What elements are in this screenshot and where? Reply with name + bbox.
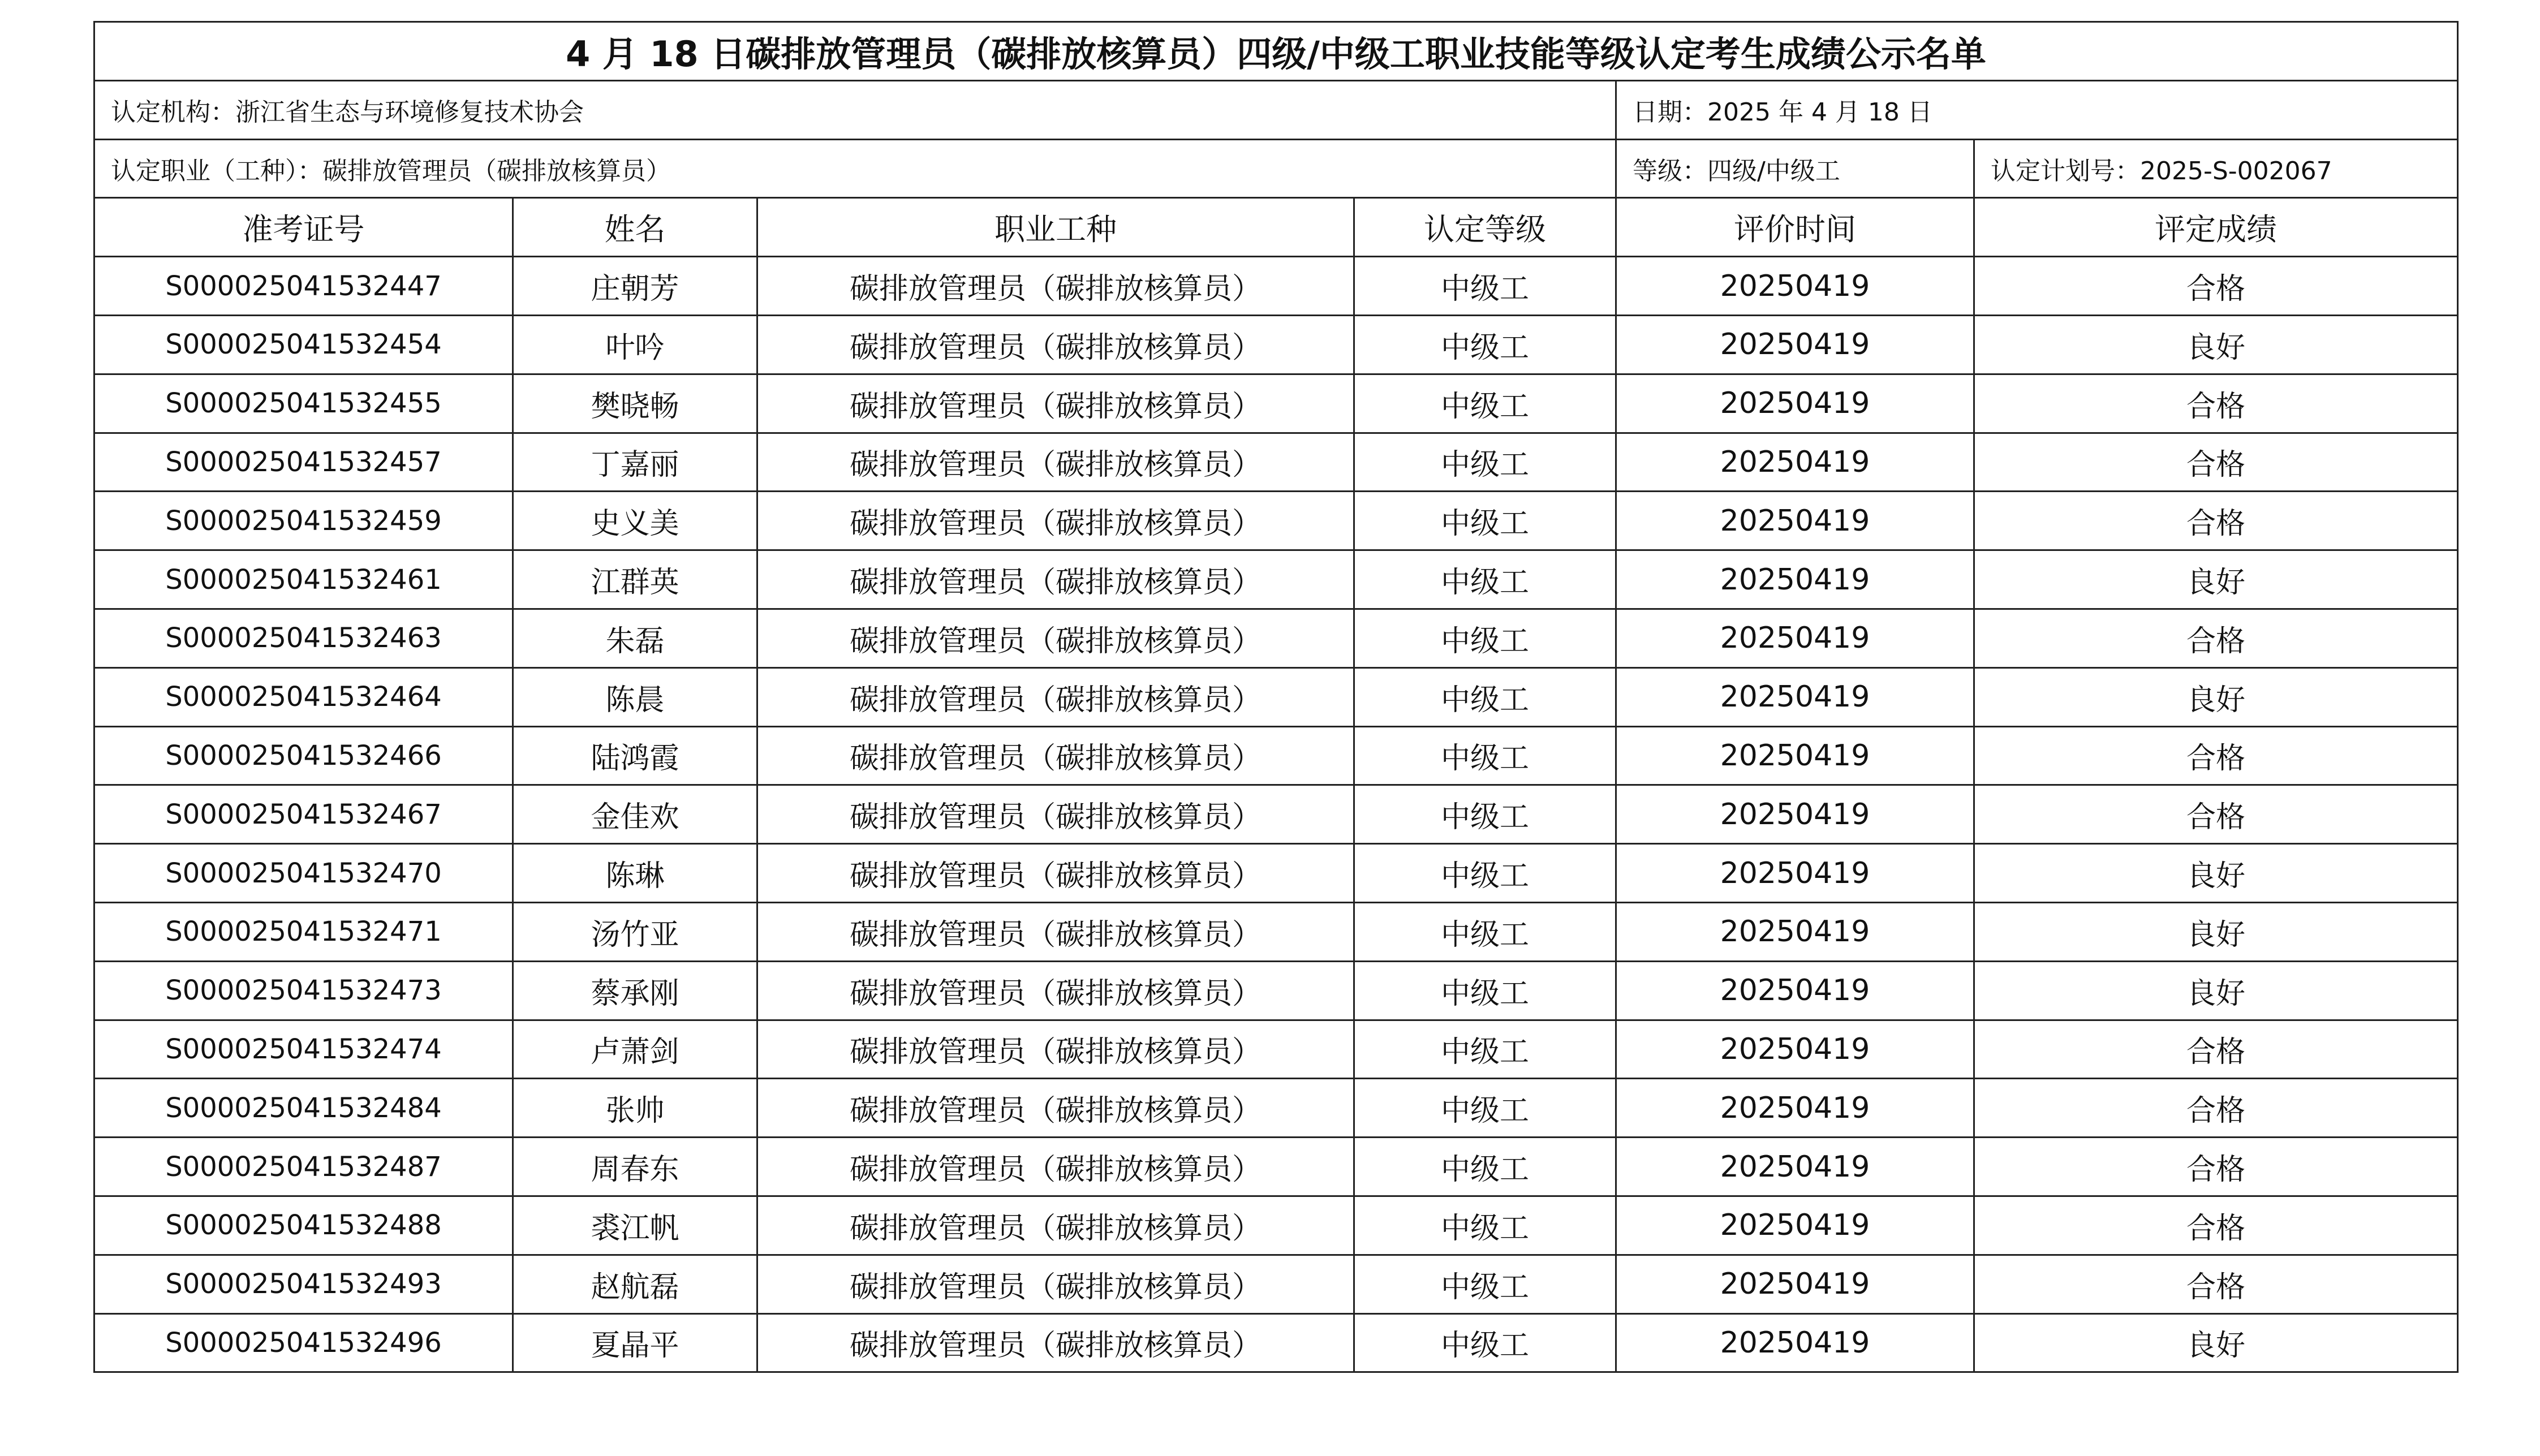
meta-row-2 [94,139,2458,198]
eval-date-cell: 20250419 [1616,492,1974,550]
candidate-name-cell: 樊晓畅 [513,374,757,433]
candidate-name-cell: 朱磊 [513,609,757,667]
candidate-name-cell: 赵航磊 [513,1255,757,1313]
candidate-name-cell: 陆鸿霞 [513,726,757,785]
level-cell: 中级工 [1354,609,1616,667]
candidate-name-cell: 卢萧剑 [513,1020,757,1079]
ticket-id-cell: S000025041532467 [94,785,513,844]
level-cell: 中级工 [1354,492,1616,550]
result-cell: 良好 [1974,667,2458,726]
result-cell: 合格 [1974,726,2458,785]
table-row [94,433,2458,492]
table-row [94,1138,2458,1196]
occupation-cell: 碳排放管理员（碳排放核算员） [757,1079,1354,1138]
occupation-cell: 碳排放管理员（碳排放核算员） [757,785,1354,844]
ticket-id-cell: S000025041532461 [94,550,513,609]
occupation-cell: 碳排放管理员（碳排放核算员） [757,1255,1354,1313]
eval-date-cell: 20250419 [1616,844,1974,903]
result-cell: 合格 [1974,492,2458,550]
occupation-cell: 碳排放管理员（碳排放核算员） [757,433,1354,492]
ticket-id-cell: S000025041532447 [94,257,513,316]
eval-date-cell: 20250419 [1616,433,1974,492]
table-row [94,726,2458,785]
table-row [94,1255,2458,1313]
occupation-cell: 碳排放管理员（碳排放核算员） [757,315,1354,374]
ticket-id-cell: S000025041532464 [94,667,513,726]
column-header-level: 认定等级 [1354,198,1616,257]
level-cell: 中级工 [1354,433,1616,492]
result-cell: 良好 [1974,1313,2458,1372]
table-row [94,785,2458,844]
eval-date-cell: 20250419 [1616,902,1974,961]
level-cell: 中级工 [1354,961,1616,1020]
eval-date-cell: 20250419 [1616,785,1974,844]
candidate-name-cell: 丁嘉丽 [513,433,757,492]
occupation-cell: 碳排放管理员（碳排放核算员） [757,1196,1354,1255]
meta-row-1 [94,80,2458,139]
result-cell: 合格 [1974,1079,2458,1138]
candidate-name-cell: 陈晨 [513,667,757,726]
ticket-id-cell: S000025041532470 [94,844,513,903]
result-cell: 合格 [1974,785,2458,844]
occupation-cell: 碳排放管理员（碳排放核算员） [757,961,1354,1020]
level-cell: 中级工 [1354,667,1616,726]
ticket-id-cell: S000025041532484 [94,1079,513,1138]
level-cell: 中级工 [1354,257,1616,316]
column-header-name: 姓名 [513,198,757,257]
column-header-occupation: 职业工种 [757,198,1354,257]
table-row [94,1020,2458,1079]
ticket-id-cell: S000025041532466 [94,726,513,785]
result-cell: 合格 [1974,1255,2458,1313]
eval-date-cell: 20250419 [1616,550,1974,609]
ticket-id-cell: S000025041532471 [94,902,513,961]
table-row [94,902,2458,961]
ticket-id-cell: S000025041532459 [94,492,513,550]
exam-date: 日期：2025 年 4 月 18 日 [1616,80,2458,139]
candidate-name-cell: 张帅 [513,1079,757,1138]
level-cell: 中级工 [1354,844,1616,903]
page-title: 4 月 18 日碳排放管理员（碳排放核算员）四级/中级工职业技能等级认定考生成绩公示名单 [94,22,2458,81]
level-cell: 中级工 [1354,1138,1616,1196]
level-cell: 中级工 [1354,1020,1616,1079]
title-row [94,22,2458,81]
table-row [94,667,2458,726]
eval-date-cell: 20250419 [1616,1313,1974,1372]
occupation-cell: 碳排放管理员（碳排放核算员） [757,844,1354,903]
level-cell: 中级工 [1354,902,1616,961]
ticket-id-cell: S000025041532488 [94,1196,513,1255]
ticket-id-cell: S000025041532496 [94,1313,513,1372]
column-header-result: 评定成绩 [1974,198,2458,257]
result-cell: 合格 [1974,1020,2458,1079]
level-cell: 中级工 [1354,315,1616,374]
occupation-cell: 碳排放管理员（碳排放核算员） [757,492,1354,550]
plan-number: 认定计划号：2025-S-002067 [1974,139,2458,198]
level-cell: 中级工 [1354,374,1616,433]
eval-date-cell: 20250419 [1616,961,1974,1020]
eval-date-cell: 20250419 [1616,726,1974,785]
table-row [94,609,2458,667]
eval-date-cell: 20250419 [1616,374,1974,433]
ticket-id-cell: S000025041532487 [94,1138,513,1196]
candidate-name-cell: 陈琳 [513,844,757,903]
level-cell: 中级工 [1354,1196,1616,1255]
eval-date-cell: 20250419 [1616,1255,1974,1313]
table-row [94,961,2458,1020]
candidate-name-cell: 庄朝芳 [513,257,757,316]
ticket-id-cell: S000025041532455 [94,374,513,433]
ticket-id-cell: S000025041532493 [94,1255,513,1313]
occupation-cell: 碳排放管理员（碳排放核算员） [757,667,1354,726]
table-row [94,492,2458,550]
ticket-id-cell: S000025041532457 [94,433,513,492]
level-cell: 中级工 [1354,1255,1616,1313]
certifying-org: 认定机构：浙江省生态与环境修复技术协会 [94,80,1616,139]
column-header-eval-date: 评价时间 [1616,198,1974,257]
table-row [94,374,2458,433]
level-cell: 中级工 [1354,550,1616,609]
result-cell: 合格 [1974,433,2458,492]
result-cell: 合格 [1974,1196,2458,1255]
column-header-ticket-id: 准考证号 [94,198,513,257]
ticket-id-cell: S000025041532463 [94,609,513,667]
result-cell: 合格 [1974,1138,2458,1196]
candidate-name-cell: 汤竹亚 [513,902,757,961]
candidate-name-cell: 江群英 [513,550,757,609]
table-row [94,257,2458,316]
result-cell: 合格 [1974,257,2458,316]
occupation-info: 认定职业（工种）：碳排放管理员（碳排放核算员） [94,139,1616,198]
candidate-name-cell: 裘江帆 [513,1196,757,1255]
occupation-cell: 碳排放管理员（碳排放核算员） [757,726,1354,785]
table-row [94,1079,2458,1138]
table-header-row [94,198,2458,257]
level-cell: 中级工 [1354,726,1616,785]
occupation-cell: 碳排放管理员（碳排放核算员） [757,257,1354,316]
table-row [94,844,2458,903]
eval-date-cell: 20250419 [1616,1138,1974,1196]
eval-date-cell: 20250419 [1616,315,1974,374]
eval-date-cell: 20250419 [1616,667,1974,726]
level-cell: 中级工 [1354,1313,1616,1372]
eval-date-cell: 20250419 [1616,1196,1974,1255]
level-cell: 中级工 [1354,1079,1616,1138]
result-cell: 良好 [1974,315,2458,374]
level-cell: 中级工 [1354,785,1616,844]
grade-level-info: 等级：四级/中级工 [1616,139,1974,198]
occupation-cell: 碳排放管理员（碳排放核算员） [757,902,1354,961]
eval-date-cell: 20250419 [1616,1079,1974,1138]
occupation-cell: 碳排放管理员（碳排放核算员） [757,374,1354,433]
candidate-name-cell: 夏晶平 [513,1313,757,1372]
result-cell: 合格 [1974,609,2458,667]
candidate-name-cell: 蔡承刚 [513,961,757,1020]
table-row [94,315,2458,374]
ticket-id-cell: S000025041532473 [94,961,513,1020]
table-row [94,1313,2458,1372]
occupation-cell: 碳排放管理员（碳排放核算员） [757,550,1354,609]
occupation-cell: 碳排放管理员（碳排放核算员） [757,1020,1354,1079]
result-cell: 良好 [1974,961,2458,1020]
candidate-name-cell: 叶吟 [513,315,757,374]
eval-date-cell: 20250419 [1616,257,1974,316]
ticket-id-cell: S000025041532454 [94,315,513,374]
candidate-name-cell: 史义美 [513,492,757,550]
eval-date-cell: 20250419 [1616,609,1974,667]
result-cell: 良好 [1974,550,2458,609]
result-cell: 合格 [1974,374,2458,433]
table-row [94,1196,2458,1255]
occupation-cell: 碳排放管理员（碳排放核算员） [757,1313,1354,1372]
occupation-cell: 碳排放管理员（碳排放核算员） [757,1138,1354,1196]
candidate-name-cell: 周春东 [513,1138,757,1196]
results-table [93,21,2459,1373]
eval-date-cell: 20250419 [1616,1020,1974,1079]
occupation-cell: 碳排放管理员（碳排放核算员） [757,609,1354,667]
result-cell: 良好 [1974,844,2458,903]
candidate-name-cell: 金佳欢 [513,785,757,844]
result-cell: 良好 [1974,902,2458,961]
table-row [94,550,2458,609]
ticket-id-cell: S000025041532474 [94,1020,513,1079]
